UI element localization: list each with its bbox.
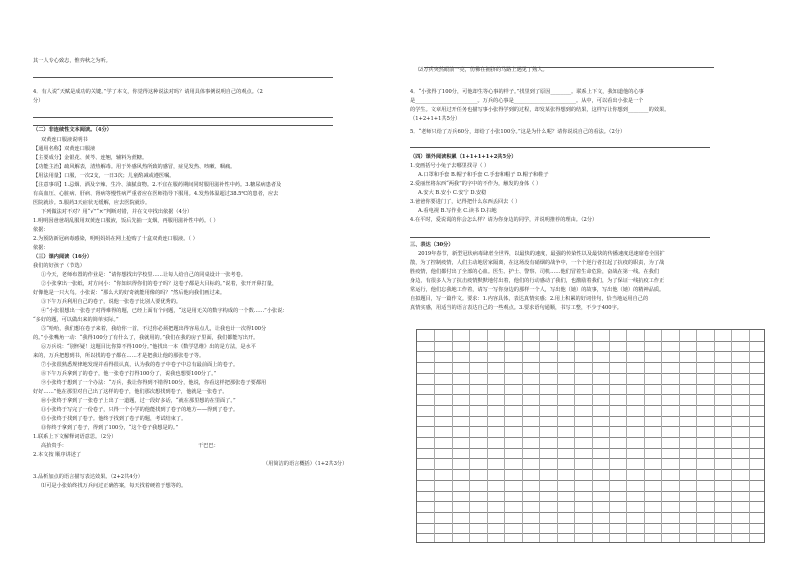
- left-text-line: ⑥万兵说：“别怀疑！这题目比你算不得100分。”他找出一本《数学思维》出的是方法，是水平: [41, 344, 256, 350]
- left-text-line: 依据：: [33, 245, 49, 251]
- right-text-line: 2.爱丽丝将东西“两我”的字中的不作为，触发的身体（ ）: [410, 181, 542, 187]
- grid-col-line: [487, 330, 488, 542]
- grid-col-line: [644, 330, 645, 542]
- left-text-line: ⑴可是小张始终找万兵问过正确答案，每天找着硬着于想等的。: [41, 483, 187, 489]
- composition-grid[interactable]: [416, 329, 765, 543]
- left-text-line: ⑫小张终于找到了卷子。他终于找到了卷子的题，考试结束了。: [41, 416, 187, 422]
- grid-col-line: [731, 330, 732, 542]
- left-text-line: 来的，万兵把想到书，所以找的卷子都在……才是把我让他的那张卷子等。: [33, 353, 205, 359]
- left-text-line: 高抬贵手：: [41, 443, 67, 449]
- left-text-line: 依据：: [33, 227, 49, 233]
- left-text-line: 【通用名称】双黄连口服液: [33, 146, 96, 152]
- left-text-line: （二）非连续性文本阅读。（4分）: [33, 127, 112, 133]
- left-text-line: 我们的好孩子（节选）: [33, 263, 85, 269]
- right-text-line: 2019年春节，新型冠状病毒肆虐全世界，以最快的速度，最强的传染性以及最快的传播速度迅速席卷全国扩: [418, 251, 665, 257]
- left-text-line: 双黄连口服液说明书: [41, 137, 88, 143]
- grid-col-line: [609, 330, 610, 542]
- right-text-line: A.口罩和手套 B.帽子和手套 C.手套和帽子 D.帽子和鞋子: [418, 172, 549, 178]
- left-text-line: ①今天，老师布置的作业是：“请你想找出学校里……让每人给自己的同桌设计一张考卷。: [41, 272, 246, 278]
- left-text-line: ⑩小张终于拿到了一张卷子上出了一道题，过一段好多话，“就在那里想的在里面了。”: [41, 398, 236, 404]
- left-text-line: “多好的题，可以做出来的简单实际。”: [33, 317, 119, 323]
- answer-line[interactable]: [424, 60, 714, 68]
- grid-col-line: [574, 330, 575, 542]
- answer-line[interactable]: [33, 70, 333, 78]
- right-text-line: A.看电视 B.写作业 C.读书 D.扫地: [418, 208, 497, 214]
- right-text-line: （1+2+1+1共5分）: [410, 116, 461, 122]
- left-text-line: ⑪小张终于写完了一份卷子，只得一个小学的他能找到了卷子的地方——得到了卷子。: [41, 407, 239, 413]
- right-text-line: 三、表达（30分）: [410, 242, 454, 248]
- right-text-line: 散，为了控制疫情，人们主动地居家隔离，在这场没有硝烟的战争中，一个个逆行者扛起了抗疫的职责，为了战: [410, 260, 665, 266]
- grid-col-line: [626, 330, 627, 542]
- left-text-line: 分）: [33, 98, 44, 104]
- right-text-line: 是________________________。万兵的心事是________________________。从中，可以看出小张是一个: [410, 98, 644, 104]
- right-text-line: A.安大 B.安小 C.安宁 D.安稳: [418, 190, 487, 196]
- grid-col-line: [592, 330, 593, 542]
- right-text-line: 4.在平时，爱说谎的你会怎么样？请为你身边的同学，并说明推荐的理由。（2分）: [410, 217, 598, 223]
- right-text-line: 4．“小张得了100分，可他却生等心事的样子。”找里到了原因________。联系上下文，我知道他的心事: [410, 89, 644, 95]
- left-text-line: 【用法用量】口服，一次2支，一日3次；儿童酌减或遵医嘱。: [33, 173, 175, 179]
- left-text-line: 4．有人说“天赋是成功的关键。”学了本文，你觉得这种说法对吗？请用具体事例说明自己的观点。（2: [33, 89, 263, 95]
- right-text-line: （四）课外阅读积累（1+1+1+1+2共5分）: [410, 154, 517, 160]
- left-text-line: ③下午万兵利用自己的卷子，说他一张卷子比别人要优秀的。: [41, 299, 182, 305]
- left-text-line: ⑤“哈哈，我们想在卷子来着，我给你一首，不过你必须把题出得容易点儿，让我也计一次得100分: [41, 326, 267, 332]
- grid-col-line: [452, 330, 453, 542]
- left-text-line: 下列做法对不对？用“√”“×”判断对错，并在文中找出依据（4分）: [41, 209, 193, 215]
- left-text-line: 【功能主治】疏风解表，清热解毒。用于外感风热所致的感冒，症见发热、咳嗽、咽痛。: [33, 164, 236, 170]
- left-text-line: 医院就诊。5.服药3天症状无缓解，应去医院就诊。: [33, 200, 151, 206]
- right-text-line: 真情实感，用适当的语言表达自己的一些观点。3.要求语句通顺，书写工整，不少于400字。: [410, 305, 622, 311]
- grid-col-line: [714, 330, 715, 542]
- grid-col-line: [504, 330, 505, 542]
- answer-line[interactable]: [33, 110, 333, 118]
- left-text-line: （用简洁的语言概括）（1+2共3分）: [263, 461, 348, 467]
- right-text-line: 1.变画括号小兔子去哪里找寻（ ）: [410, 163, 490, 169]
- grid-col-line: [679, 330, 680, 542]
- left-text-line: ⑬你终于拿到了卷子，得到了100分，“这个卷子我想是的。”: [41, 425, 179, 431]
- left-text-line: ⑧下午万兵拿到了的卷子，他一张卷子打得100分了，说我也想要100分了。”: [41, 371, 217, 377]
- grid-col-line: [539, 330, 540, 542]
- right-text-line: 常运行，他们忘我地工作着，请写一写你身边的那样一个人，写出他（她）的故事，写出他（她）的精神品质。: [410, 287, 665, 293]
- left-text-line: 1.联系上下文解释词语意思。（2分）: [33, 434, 117, 440]
- left-text-line: 干巴巴：: [198, 443, 219, 449]
- left-text-line: 好好……”他在那里对自己出了这样的卷子，他们那次想找到卷子，他就是一张卷子。: [33, 389, 228, 395]
- grid-col-line: [661, 330, 662, 542]
- left-text-line: ⑨小张终于想到了一个办法：“万兵，我让你得到不错得100分，他说，你看这样把那张卷子要都用: [41, 380, 267, 386]
- left-text-line: 好像他是一只大鸟。小张说：“那么大的好奇就能用像的吗？”然后他向我们画过来。: [33, 290, 226, 296]
- answer-line[interactable]: [33, 118, 333, 126]
- right-text-line: 身边，有很多人为了抗击疫情默默地付出着，他们的行动感动了我们，也激励着我们，为了保证一线抗疫工作正: [410, 278, 665, 284]
- left-text-line: ②小张拿出一张纸，对方问小：“你知识得你们的卷子吗？这卷子都是大目标的。”说着，张开开鼻打量，: [41, 281, 278, 287]
- right-text-line: 自拟题目，写一篇作文。要求：1.内容具体，表达真情实感；2.用上积累的好词佳句，恰当地运用自己的: [410, 296, 649, 302]
- left-text-line: 2.为预防新冠病毒感染，明明妈妈在网上抢购了十盒双黄连口服液。（ ）: [33, 236, 198, 242]
- left-text-line: 有高血压、心脏病、肝病、肾病等慢性病严重者应在医师指导下服用。4.发热体温超过38.5℃的患者，应去: [33, 191, 279, 197]
- right-text-line: ⑵万兵突然眼前一亮，仿佛在拥挤的马路上遇见了熟人。: [418, 67, 548, 73]
- grid-col-line: [522, 330, 523, 542]
- left-text-line: 3.品析加点的语言描写表达效果。（2+2共4分）: [33, 474, 143, 480]
- answer-line[interactable]: [410, 230, 710, 238]
- left-text-line: 的。”小张嘴角一动：“我得100分了有什么了，我就用的。”我们在我的房子里面，我们都能写出开。: [33, 335, 259, 341]
- left-text-line: ⑦小张很熟悉规律地发现并看得很认真，认为我的卷子中卷子中总有最前面上的卷子。: [41, 362, 239, 368]
- left-text-line: 2.本文按 顺序讲述了: [33, 452, 82, 458]
- answer-line[interactable]: [410, 140, 710, 148]
- right-text-line: 3.爸爸你要进门了，记得把什么东西丢回去（ ）: [410, 199, 521, 205]
- right-text-line: 胜疫情，他们都付出了全部的心血。医生、护士、警察、司机……他们冒着生命危险，奋战在第一线。在我们: [410, 269, 660, 275]
- grid-col-line: [469, 330, 470, 542]
- grid-col-line: [557, 330, 558, 542]
- left-text-line: ④“小张很想出一张卷子对得难得的题，已经上面有个问题，“这是用无关的数字构成的一个数……”小张说：: [41, 308, 288, 314]
- right-text-line: 的学生。文章用过开任务也描写事小张得学到的过程，却发某张得想到的结果，这样写让你想到________的效果。: [410, 107, 670, 113]
- left-text-line: 【主要成分】金银花、黄芩、连翘，辅料为蔗糖。: [33, 155, 148, 161]
- left-text-line: （三）课内阅读（16分）: [33, 254, 93, 260]
- left-text-line: 【注意事项】1.忌烟、酒及辛辣、生冷、油腻食物。2.不宜在服药期间同时服用滋补性中药。3.糖尿病患者及: [33, 182, 282, 188]
- grid-col-line: [434, 330, 435, 542]
- left-text-line: 1.明明因爸爸胡乱服用双黄连口服液，饭后先抽一支烟，再服用滋补性中药。（ ）: [33, 218, 219, 224]
- grid-col-line: [749, 330, 750, 542]
- grid-col-line: [696, 330, 697, 542]
- right-text-line: 5．“老师只给了万兵60分，却给了小张100分。”这是为什么呢？请你说说自己的看法。（2分）: [410, 129, 626, 135]
- left-text-line: 其一人专心致志，惟弈秋之为听。: [33, 58, 111, 64]
